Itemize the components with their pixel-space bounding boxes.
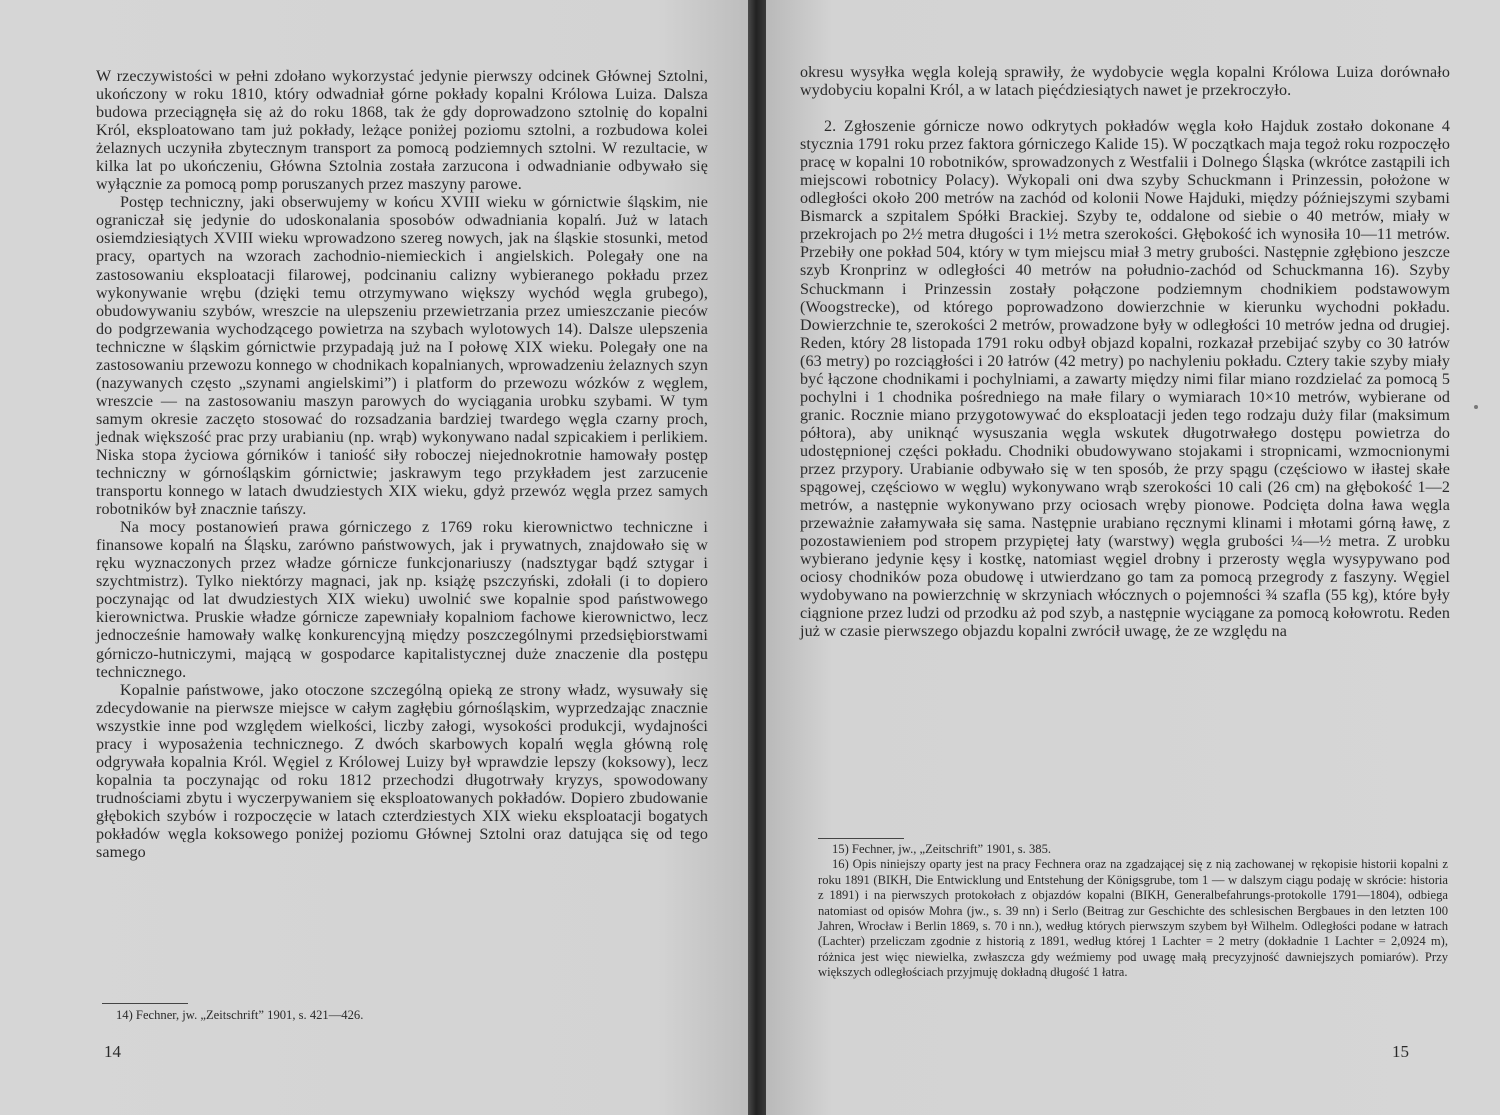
paragraph: W rzeczywistości w pełni zdołano wykorzystać jedynie pierwszy odcinek Głównej Sztolni, ukończony w roku 1810, który odwadniał górne pokłady kopalni Królowa Luiza. Dalsza budowa przeciągnęła się aż do roku 1868, tak że gdy doprowadzono sztolnię do kopalni Król, eksploatowano tam już pokłady, leżące poniżej poziomu sztolni, a rozbudowa kolei żelaznych uczyniła zbytecznym transport za pomocą podziemnych sztolni. W rezultacie, w kilka lat po ukończeniu, Główna Sztolnia została zarzucona i odwadnianie odbywało się wyłącznie za pomocą pomp poruszanych przez maszyny parowe. [96, 68, 708, 194]
right-page-body [800, 64, 1450, 641]
book-gutter [748, 0, 766, 1115]
left-footnotes [102, 1008, 702, 1023]
paragraph: Postęp techniczny, jaki obserwujemy w końcu XVIII wieku w górnictwie śląskim, nie ograniczał się jedynie do udoskonalania sposobów odwadniania kopalń. Już w latach osiemdziesiątych XVIII wieku wprowadzono szereg nowych, jak na śląskie stosunki, metod pracy, opartych na wzorach zachodnio-niemieckich i angielskich. Polegały one na zastosowaniu eksploatacji filarowej, podcinaniu calizny wybieranego pokładu przez wykonywanie wrębu (dzięki temu otrzymywano większy wychód węgla grubego), obudowywaniu szybów, wreszcie na ulepszeniu przewietrzania przez umieszczanie pieców do podgrzewania wychodzącego powietrza na szybach wylotowych 14). Dalsze ulepszenia techniczne w śląskim górnictwie przypadają już na I połowę XIX wieku. Polegały one na zastosowaniu przewozu konnego w chodnikach kopalnianych, wprowadzeniu żelaznych szyn (nazywanych często „szynami angielskimi”) i platform do przewozu wózków z węglem, wreszcie — na zastosowaniu maszyn parowych do wyciągania urobku szybami. W tym samym okresie zaczęto stosować do rozsadzania bardziej twardego węgla czarny proch, jednak większość prac przy urabianiu (np. wrąb) wykonywano nadal szpicakiem i perlikiem. Niska stopa życiowa górników i taniość siły roboczej niejednokrotnie hamowały postęp techniczny w górnośląskim górnictwie; jaskrawym tego przykładem jest zarzucenie transportu konnego w latach dwudziestych XIX wieku, gdyż przewóz węgla przez samych robotników był znacznie tańszy. [96, 194, 708, 519]
page-number-left: 14 [104, 1042, 121, 1061]
footnote: 16) Opis niniejszy oparty jest na pracy Fechnera oraz na zgadzającej się z nią zachowanej w rękopisie historii kopalni z roku 1891 (BIKH, Die Entwicklung und Entstehung der Königsgrube, tom 1 — w dalszym ciągu podaję w skrócie: historia z 1891) i na pierwszych protokołach z objazdów kopalni (BIKH, Generalbefahrungs-protokolle 1791—1804), odbiega natomiast od opisów Mohra (jw., s. 39 nn) i Serlo (Beitrag zur Geschichte des schlesischen Bergbaues in den letzten 100 Jahren, Wrocław i Berlin 1869, s. 70 i nn.), według których pierwszym szybem był Wilhelm. Odległości podane w łatrach (Lachter) przeliczam zgodnie z historią z 1891, według której 1 Lachter = 2 metry (dokładnie 1 Lachter = 2,0924 m), różnica jest więc niewielka, zwłaszcza gdy weźmiemy pod uwagę małą precyzyjność dawniejszych pomiarów). Przy większych odległościach przyjmuję dokładną długość 1 łatra. [818, 857, 1448, 980]
left-page-body [96, 68, 708, 862]
footnote: 15) Fechner, jw., „Zeitschrift” 1901, s. 385. [832, 842, 1052, 856]
right-page [766, 0, 1500, 1115]
paper-speck [1474, 405, 1478, 409]
paragraph: Na mocy postanowień prawa górniczego z 1769 roku kierownictwo techniczne i finansowe kopalń na Śląsku, zarówno państwowych, jak i prywatnych, znajdowało się w ręku wyznaczonych przez władze górnicze funkcjonariuszy (nadsztygar bądź sztygar i szychtmistrz). Tylko niektórzy magnaci, jak np. książę pszczyński, zdołali (i to dopiero poczynając od lat dwudziestych XIX wieku) uwolnić swe kopalnie spod państwowego kierownictwa. Pruskie władze górnicze zapewniały kopalniom fachowe kierownictwo, lecz jednocześnie hamowały walkę konkurencyjną między poszczególnymi przedsiębiorstwami górniczo-hutniczymi, mającą w gospodarce kapitalistycznej duże znaczenie dla postępu technicznego. [96, 519, 708, 681]
footnote-divider [102, 1003, 188, 1004]
paragraph: 2. Zgłoszenie górnicze nowo odkrytych pokładów węgla koło Hajduk zostało dokonane 4 stycznia 1791 roku przez faktora górniczego Kalide 15). W początkach maja tegoż roku rozpoczęło pracę w kopalni 10 robotników, sprowadzonych z Westfalii i Dolnego Śląska (wkrótce zastąpili ich miejscowi robotnicy Polacy). Wykopali oni dwa szyby Schuckmann i Prinzessin, położone w odległości około 200 metrów na zachód od kolonii Nowe Hajduki, między późniejszymi szybami Bismarck a szpitalem Spółki Brackiej. Szyby te, oddalone od siebie o 40 metrów, miały w przekrojach po 2½ metra długości i 1½ metra szerokości. Głębokość ich wynosiła 10—11 metrów. Przebiły one pokład 504, który w tym miejscu miał 3 metry grubości. Następnie zgłębiono jeszcze szyb Kronprinz w odległości 40 metrów na południo-zachód od Schuckmanna 16). Szyby Schuckmann i Prinzessin zostały połączone podziemnym chodnikiem podstawowym (Woogstrecke), od którego poprowadzono dowierzchnie w kierunku wychodni pokładu. Dowierzchnie te, szerokości 2 metrów, prowadzone były w odległości 10 metrów jedna od drugiej. Reden, który 28 listopada 1791 roku odbył objazd kopalni, rozkazał przebijać szyby co 30 łatrów (63 metry) po rozciągłości i 20 łatrów (42 metry) po nachyleniu pokładu. Cztery takie szyby miały być łączone chodnikami i pochylniami, a zawarty między nimi filar miano rozdzielać za pomocą 5 pochylni i 1 chodnika pośredniego na małe filary o wymiarach 10×10 metrów, wybierane od granic. Rocznie miano przygotowywać do eksploatacji jeden tego rodzaju duży filar (maksimum półtora), aby uniknąć wysuszania węgla wskutek długotrwałego dostępu powietrza do udostępnionej części pokładu. Chodniki obudowywano stojakami i stropnicami, wzmocnionymi przez przypory. Urabianie odbywało się w ten sposób, że przy spągu (częściowo w iłastej skałe spągowej, częściowo w węglu) wykonywano wrąb szerokości 10 cali (26 cm) na głębokość 1—2 metrów, a następnie wykonywano przy ociosach wręby pionowe. Podcięta dolna ława węgla przeważnie załamywała się sama. Następnie urabiano ręcznymi klinami i młotami górną ławę, z pozostawieniem pod stropem przypiętej łaty (warstwy) węgla grubości ¼—½ metra. Z urobku wybierano jedynie kęsy i kostkę, natomiast węgiel drobny i przerosty węgla wysypywano pod ociosy chodników poza obudowę i utwierdzano go tam za pomocą przegrody z faszyny. Węgiel wydobywano na powierzchnię w skrzyniach włócznych o pojemności ¾ szafla (55 kg), które były ciągnione przez ludzi od przodku aż pod szyb, a następnie wyciągane za pomocą kołowrotu. Reden już w czasie pierwszego objazdu kopalni zwrócił uwagę, że ze względu na [800, 118, 1450, 641]
footnote-divider [818, 838, 904, 839]
left-page [0, 0, 748, 1115]
page-number-right: 15 [1392, 1042, 1409, 1061]
right-footnotes [818, 842, 1448, 981]
paragraph: okresu wysyłka węgla koleją sprawiły, że wydobycie węgla kopalni Królowa Luiza dorównało wydobyciu kopalni Król, a w latach pięćdziesiątych nawet je przekroczyło. [800, 64, 1450, 100]
footnote: 14) Fechner, jw. „Zeitschrift” 1901, s. 421—426. [116, 1008, 364, 1022]
paragraph: Kopalnie państwowe, jako otoczone szczególną opieką ze strony władz, wysuwały się zdecydowanie na pierwsze miejsce w całym zagłębiu górnośląskim, wyprzedzając znacznie wszystkie inne pod względem wielkości, liczby załogi, wysokości produkcji, wydajności pracy i wyposażenia technicznego. Z dwóch skarbowych kopalń węgla główną rolę odgrywała kopalnia Król. Węgiel z Królowej Luizy był wprawdzie lepszy (koksowy), lecz kopalnia ta poczynając od roku 1812 przechodzi długotrwały kryzys, spowodowany trudnościami zbytu i wyczerpywaniem się eksploatowanych pokładów. Dopiero zbudowanie głębokich szybów i rozpoczęcie w latach czterdziestych XIX wieku eksploatacji bogatych pokładów węgla koksowego poniżej poziomu Głównej Sztolni oraz datująca się od tego samego [96, 681, 708, 862]
